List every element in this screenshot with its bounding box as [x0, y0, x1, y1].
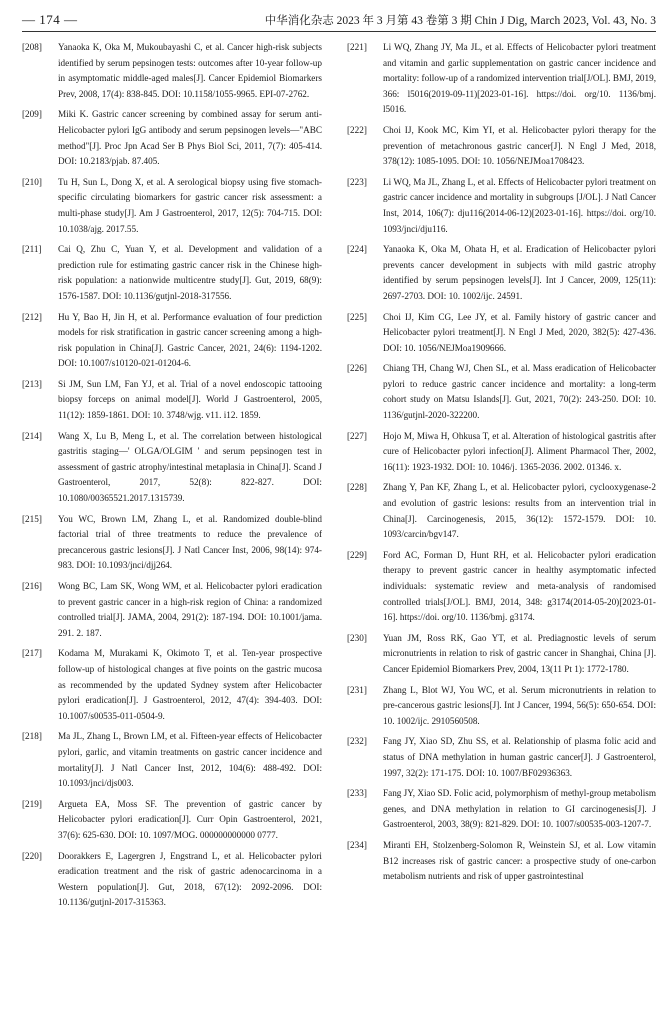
reference-text: Yanaoka K, Oka M, Ohata H, et al. Eradication of Helicobacter pylori prevents cancer development in subjects with mild gastric atrophy identified by serum pepsinogen levels[J]. Int J Cancer, 2009, 125(11): 2697-2703. DOI: 10. 1002/ijc. 24591.: [383, 244, 656, 301]
reference-entry: [347, 786, 656, 833]
reference-number: [226]: [347, 363, 367, 374]
page-number: — 174 —: [22, 12, 78, 27]
reference-number: [221]: [347, 42, 367, 52]
reference-number: [228]: [347, 482, 367, 493]
reference-text: Fang JY, Xiao SD. Folic acid, polymorphism of methyl-group metabolism genes, and DNA methylation in relation to GI carcinogenesis[J]. J Gastroenterol, 2003, 38(9): 821-829. DOI: 10. 1007/s00535-003-1207-7.: [383, 788, 656, 830]
reference-entry: [347, 310, 656, 357]
reference-text: Si JM, Sun LM, Fan YJ, et al. Trial of a novel endoscopic tattooing biopsy forceps on animal model[J]. World J Gastroenterol, 2005, 11(12): 1859-1861. DOI: 10. 3748/wjg. v11. i12. 1859.: [58, 378, 322, 421]
reference-entry: [22, 429, 322, 507]
reference-column-left: [22, 40, 322, 1008]
reference-text: Hojo M, Miwa H, Ohkusa T, et al. Alteration of histological gastritis after cure of Helicobacter pylori infection[J]. Aliment Pharmacol Ther, 2002, 16(11): 1923-1932. DOI: 10. 1046/j. 1365-2036. 2002. 01346. x.: [383, 430, 656, 472]
reference-text: Cai Q, Zhu C, Yuan Y, et al. Development and validation of a prediction rule for estimating gastric cancer risk in the Chinese high-risk population: a nationwide multicentre study[J]. Gut, 2019, 68(9): 1576-1587. DOI: 10.1136/gutjnl-2018-317556.: [58, 244, 322, 301]
reference-text: Li WQ, Ma JL, Zhang L, et al. Effects of Helicobacter pylori treatment on gastric cancer incidence and mortality in subgroups [J/OL]. J Natl Cancer Inst, 2014, 106(7): dju116(2014-06-12)[2023-01-16]. https://doi. org/10. 1093/jnci/dju116.: [383, 176, 656, 234]
reference-text: Choi IJ, Kook MC, Kim YI, et al. Helicobacter pylori therapy for the prevention of metachronous gastric cancer[J]. N Engl J Med, 2018, 378(12): 1085-1095. DOI: 10. 1056/NEJMoa1708423.: [383, 124, 656, 167]
reference-number: [215]: [22, 513, 42, 524]
journal-citation-line: 中华消化杂志 2023 年 3 月第 43 卷第 3 期 Chin J Dig, March 2023, Vol. 43, No. 3: [264, 15, 656, 27]
reference-text: Ma JL, Zhang L, Brown LM, et al. Fifteen-year effects of Helicobacter pylori, garlic, and vitamin treatments on gastric cancer incidence and mortality[J]. J Natl Cancer Inst, 2012, 104(6): 488-492. DOI: 10.1093/jnci/djs003.: [58, 731, 322, 789]
reference-text: Hu Y, Bao H, Jin H, et al. Performance evaluation of four prediction models for risk stratification in gastric cancer screening among a high-risk population in China[J]. Gastric Cancer, 2021, 24(6): 1194-1202. DOI: 10.1007/s10120-021-01204-6.: [58, 311, 322, 369]
reference-entry: [347, 429, 656, 476]
reference-number: [212]: [22, 311, 42, 322]
reference-entry: [22, 310, 322, 372]
reference-number: [216]: [22, 581, 42, 591]
reference-text: Miki K. Gastric cancer screening by combined assay for serum anti-Helicobacter pylori IgG antibody and serum pepsinogen levels—"ABC method"[J]. Proc Jpn Acad Ser B Phys Biol Sci, 2011, 7(7): 405-414. DOI: 10.2183/pjab. 87.405.: [58, 109, 322, 167]
reference-number: [229]: [347, 549, 367, 560]
reference-entry: [22, 512, 322, 574]
reference-text: Tu H, Sun L, Dong X, et al. A serological biopsy using five stomach-specific circulating biomarkers for gastric cancer risk assessment: a multi-phase study[J]. Am J Gastroenterol, 2017, 12(5): 704-715. DOI: 10.1038/ajg. 2017.55.: [58, 176, 322, 234]
reference-entry: [22, 797, 322, 844]
reference-entry: [22, 107, 322, 169]
reference-number: [208]: [22, 42, 42, 52]
reference-text: Chiang TH, Chang WJ, Chen SL, et al. Mass eradication of Helicobacter pylori to reduce gastric cancer incidence and mortality: a long-term cohort study on Matsu Islands[J]. Gut, 2021, 70(2): 243-250. DOI: 10. 1136/gutjnl-2020-322200.: [383, 363, 656, 421]
reference-entry: [347, 175, 656, 237]
reference-entry: [347, 683, 656, 730]
reference-entry: [347, 734, 656, 781]
reference-number: [213]: [22, 378, 42, 389]
reference-number: [231]: [347, 684, 367, 695]
reference-text: Li WQ, Zhang JY, Ma JL, et al. Effects of Helicobacter pylori treatment and vitamin and garlic supplementation on gastric cancer incidence and mortality: follow-up of a randomized intervention trial[J/OL]. BMJ, 2019, 366: l5016(2019-09-11)[2023-01-16]. https://doi. org/10. 1136/bmj. l5016.: [383, 42, 656, 115]
reference-text: Wang X, Lu B, Meng L, et al. The correlation between histological gastritis staging—' OLGA/OLGIM ' and serum pepsinogen test in assessment of gastric atrophy/intestinal metaplasia in China[J]. Scand J Gastroenterol, 2017, 52(8): 822-827. DOI: 10.1080/00365521.2017.1315739.: [58, 430, 322, 504]
reference-number: [209]: [22, 109, 42, 120]
reference-entry: [22, 175, 322, 237]
reference-number: [223]: [347, 176, 367, 187]
reference-number: [218]: [22, 731, 42, 742]
reference-entry: [347, 242, 656, 304]
reference-entry: [347, 631, 656, 678]
reference-text: Doorakkers E, Lagergren J, Engstrand L, et al. Helicobacter pylori eradication treatment and the risk of gastric adenocarcinoma in a Western population[J]. Gut, 2018, 67(12): 2092-2096. DOI: 10.1136/gutjnl-2017-315363.: [58, 850, 322, 908]
reference-column-right: [347, 40, 656, 1008]
reference-number: [217]: [22, 648, 42, 659]
reference-text: Fang JY, Xiao SD, Zhu SS, et al. Relationship of plasma folic acid and status of DNA methylation in human gastric cancer[J]. J Gastroenterol, 1997, 32(2): 171-175. DOI: 10. 1007/BF02936363.: [383, 736, 656, 778]
reference-entry: [347, 361, 656, 423]
reference-text: Zhang Y, Pan KF, Zhang L, et al. Helicobacter pylori, cyclooxygenase-2 and evolution of gastric lesions: results from an intervention trial in China[J]. Carcinogenesis, 2015, 36(12): 1572-1579. DOI: 10. 1093/carcin/bgv147.: [383, 482, 656, 540]
reference-number: [210]: [22, 176, 42, 187]
reference-text: Kodama M, Murakami K, Okimoto T, et al. Ten-year prospective follow-up of histological changes at five points on the gastric mucosa as recommended by the updated Sydney system after Helicobacter pylori eradication[J]. J Gastroenterol, 2012, 47(4): 394-403. DOI: 10.1007/s00535-011-0504-9.: [58, 648, 322, 721]
reference-entry: [22, 646, 322, 724]
reference-number: [219]: [22, 798, 42, 809]
reference-entry: [22, 377, 322, 424]
reference-text: You WC, Brown LM, Zhang L, et al. Randomized double-blind factorial trial of three treatments to reduce the prevalence of precancerous gastric lesions[J]. J Natl Cancer Inst, 2006, 98(14): 974-983. DOI: 10.1093/jnci/djj264.: [58, 513, 322, 571]
reference-entry: [22, 849, 322, 911]
reference-entry: [347, 40, 656, 118]
reference-number: [230]: [347, 632, 367, 643]
reference-text: Argueta EA, Moss SF. The prevention of gastric cancer by Helicobacter pylori eradication[J]. Curr Opin Gastroenterol, 2021, 37(6): 625-630. DOI: 10. 1097/MOG. 000000000000 0777.: [58, 798, 322, 840]
reference-number: [211]: [22, 244, 42, 255]
reference-number: [222]: [347, 124, 367, 135]
running-header: [22, 10, 656, 32]
reference-text: Yuan JM, Ross RK, Gao YT, et al. Prediagnostic levels of serum micronutrients in relation to risk of gastric cancer in Shanghai, China [J]. Cancer Epidemiol Biomarkers Prev, 2004, 13(11 Pt 1): 1772-1780.: [383, 632, 656, 674]
reference-entry: [22, 40, 322, 102]
reference-text: Ford AC, Forman D, Hunt RH, et al. Helicobacter pylori eradication therapy to prevent gastric cancer in healthy asymptomatic infected individuals: systematic review and meta-analysis of randomised controlled trials[J/OL]. BMJ, 2014, 348: g3174(2014-05-20)[2023-01-16]. https://doi. org/10. 1136/bmj. g3174.: [383, 549, 656, 623]
reference-entry: [22, 242, 322, 304]
reference-entry: [22, 729, 322, 791]
reference-entry: [22, 579, 322, 641]
reference-text: Yanaoka K, Oka M, Mukoubayashi C, et al. Cancer high-risk subjects identified by serum pepsinogen tests: outcomes after 10-year follow-up in asymptomatic middle-aged males[J]. Cancer Epidemiol Biomarkers Prev, 2008, 17(4): 838-845. DOI: 10.1158/1055-9965. EPI-07-2762.: [58, 42, 322, 99]
reference-entry: [347, 838, 656, 885]
reference-number: [214]: [22, 430, 42, 441]
reference-entry: [347, 548, 656, 626]
reference-number: [232]: [347, 736, 367, 747]
reference-number: [227]: [347, 430, 367, 441]
reference-text: Zhang L, Blot WJ, You WC, et al. Serum micronutrients in relation to pre-cancerous gastric lesions[J]. Int J Cancer, 1994, 56(5): 650-654. DOI: 10. 1002/ijc. 2910560508.: [383, 684, 656, 726]
reference-entry: [347, 123, 656, 170]
reference-number: [225]: [347, 311, 367, 322]
reference-number: [234]: [347, 839, 367, 850]
reference-number: [233]: [347, 788, 367, 799]
reference-number: [224]: [347, 244, 367, 255]
reference-entry: [347, 480, 656, 542]
reference-text: Choi IJ, Kim CG, Lee JY, et al. Family history of gastric cancer and Helicobacter pylori treatment[J]. N Engl J Med, 2020, 382(5): 427-436. DOI: 10. 1056/NEJMoa1909666.: [383, 311, 656, 353]
reference-text: Wong BC, Lam SK, Wong WM, et al. Helicobacter pylori eradication to prevent gastric cancer in a high-risk region of China: a randomized controlled trial[J]. JAMA, 2004, 291(2): 187-194. DOI: 10.1001/jama. 291. 2. 187.: [58, 581, 322, 638]
reference-text: Miranti EH, Stolzenberg-Solomon R, Weinstein SJ, et al. Low vitamin B12 increases risk of gastric cancer: a prospective study of one-carbon metabolism nutrients and risk of upper gastrointestinal: [383, 839, 656, 882]
reference-number: [220]: [22, 850, 42, 861]
